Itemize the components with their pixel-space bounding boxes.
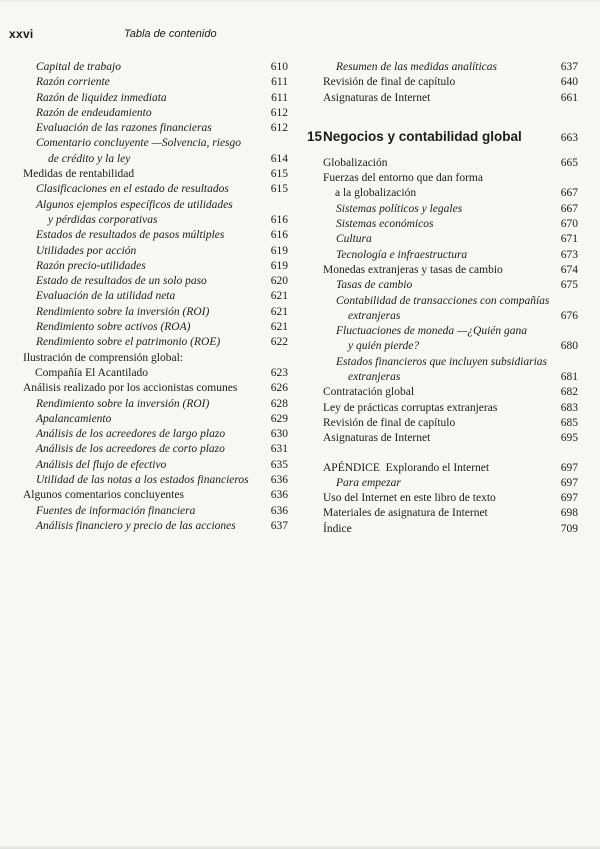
entry-title: Contabilidad de transacciones con compañías: [336, 294, 550, 307]
toc-entry: [23, 504, 288, 519]
entry-title: Apalancamiento: [36, 412, 112, 425]
toc-entry: [323, 491, 578, 506]
entry-title: Clasificaciones en el estado de resultados: [36, 183, 229, 196]
page-number: 674: [560, 263, 578, 276]
toc-entry: [23, 75, 288, 90]
entry-title: Ilustración de comprensión global:: [23, 351, 184, 364]
page-number: 670: [560, 218, 578, 231]
entry-title: y pérdidas corporativas: [48, 213, 158, 226]
entry-title: Estados de resultados de pasos múltiples: [36, 229, 225, 242]
toc-entry: [323, 476, 578, 491]
toc-entry: [323, 156, 578, 171]
page-number: 661: [560, 91, 578, 104]
toc-entry: [23, 167, 288, 182]
page-number: 610: [270, 61, 288, 73]
entry-title: a la globalización: [335, 187, 417, 200]
page-number: 616: [270, 213, 288, 226]
page-number: 619: [270, 259, 288, 272]
page-number: 709: [560, 522, 578, 535]
page-number: 685: [560, 416, 578, 429]
page-number: 631: [270, 443, 288, 456]
toc-entry: [23, 244, 288, 259]
chapter-number: 15: [307, 128, 323, 144]
toc-entry: [23, 91, 288, 106]
toc-entry: [23, 397, 288, 412]
page-number: 629: [270, 412, 288, 425]
page-number: 621: [270, 290, 288, 303]
entry-title: Fuentes de información financiera: [36, 504, 196, 517]
toc-entry: [23, 320, 288, 335]
toc-entry: [307, 128, 578, 147]
entry-title: extranjeras: [348, 371, 401, 384]
page-number: 636: [270, 504, 288, 517]
entry-title: Negocios y contabilidad global: [323, 128, 522, 144]
page-number: 636: [270, 474, 288, 487]
toc-entry: [323, 461, 578, 476]
page-number: 681: [560, 371, 578, 384]
page-number: 612: [270, 122, 288, 135]
toc-entry: [23, 335, 288, 350]
toc-entry: [323, 202, 578, 217]
toc-entry: [23, 274, 288, 289]
entry-title: Globalización: [323, 156, 388, 169]
entry-title: Análisis de los acreedores de largo plazo: [36, 428, 226, 441]
entry-title: Razón de liquidez inmediata: [36, 91, 167, 104]
page-number: 671: [560, 233, 578, 246]
entry-title: Rendimiento sobre activos (ROA): [36, 321, 191, 334]
entry-title: Algunos comentarios concluyentes: [23, 489, 184, 502]
page-number: 628: [270, 397, 288, 410]
page-number: 697: [560, 476, 578, 489]
entry-title: Para empezar: [336, 476, 401, 489]
page-number: 621: [270, 321, 288, 334]
toc-entry: [23, 488, 288, 503]
toc-entry: [323, 431, 578, 446]
entry-title: Monedas extranjeras y tasas de cambio: [323, 263, 503, 276]
toc-column-left: [23, 60, 288, 534]
toc-entry: [23, 259, 288, 274]
entry-title: Estados financieros que incluyen subsidiarias: [336, 355, 548, 368]
entry-title: extranjeras: [348, 309, 401, 322]
toc-entry: [323, 278, 578, 293]
page-number: 698: [560, 507, 578, 520]
entry-title: Asignaturas de Internet: [323, 91, 431, 104]
page-number: 626: [270, 382, 288, 395]
toc-entry: [23, 60, 288, 75]
page-number: 623: [270, 366, 288, 379]
toc-entry: [23, 121, 288, 136]
page-number: 697: [560, 492, 578, 505]
entry-title: de crédito y la ley: [48, 152, 131, 165]
entry-title: Algunos ejemplos específicos de utilidades: [36, 198, 233, 211]
page-number: 682: [560, 386, 578, 399]
entry-title: Análisis financiero y precio de las acciones: [36, 519, 236, 532]
toc-entry: [323, 324, 578, 355]
toc-entry: [23, 412, 288, 427]
toc-entry: [323, 91, 578, 106]
toc-entry: [23, 458, 288, 473]
entry-title: y quién pierde?: [348, 340, 420, 353]
entry-title: Razón corriente: [36, 76, 110, 89]
page-folio: xxvi: [9, 27, 34, 41]
toc-entry: [323, 506, 578, 521]
page-number: 615: [270, 183, 288, 196]
page-number: 667: [560, 202, 578, 215]
running-head: Tabla de contenido: [124, 28, 217, 40]
toc-entry: [323, 248, 578, 263]
page-number: 663: [560, 131, 578, 144]
page-number: 630: [270, 428, 288, 441]
page-number: 615: [270, 168, 288, 181]
page-number: 665: [560, 156, 578, 169]
toc-entry: [23, 136, 288, 167]
toc-entry: [323, 401, 578, 416]
toc-column-right: [307, 60, 578, 537]
toc-entry: [23, 305, 288, 320]
entry-title: Tasas de cambio: [336, 279, 413, 292]
page-number: 667: [560, 187, 578, 200]
page-number: 680: [560, 340, 578, 353]
entry-title: Evaluación de las razones financieras: [36, 122, 212, 135]
toc-entry: [323, 171, 578, 202]
toc-entry: [23, 381, 288, 396]
page-number: 675: [560, 279, 578, 292]
entry-title: Sistemas económicos: [336, 218, 434, 231]
toc-entry: [323, 385, 578, 400]
entry-title: Tecnología e infraestructura: [336, 248, 468, 261]
entry-title: Análisis de los acreedores de corto plazo: [36, 443, 225, 456]
entry-title: Uso del Internet en este libro de texto: [323, 492, 496, 505]
toc-entry: [23, 289, 288, 304]
entry-title: Estado de resultados de un solo paso: [36, 275, 207, 288]
page-number: 611: [271, 76, 288, 89]
page-number: 683: [560, 401, 578, 414]
entry-title: Sistemas políticos y legales: [336, 202, 463, 215]
toc-entry: [323, 60, 578, 75]
toc-entry: [323, 232, 578, 247]
entry-title: Índice: [323, 522, 352, 535]
page-number: 616: [270, 229, 288, 242]
entry-title: Utilidad de las notas a los estados financieros: [36, 474, 249, 487]
entry-title: Contratación global: [323, 386, 415, 399]
entry-title: Cultura: [336, 233, 372, 246]
toc-entry: [323, 416, 578, 431]
entry-title: Revisión de final de capítulo: [323, 416, 456, 429]
entry-title: Rendimiento sobre la inversión (ROI): [36, 305, 210, 318]
entry-title: Compañía El Acantilado: [35, 366, 149, 379]
entry-title: Rendimiento sobre la inversión (ROI): [36, 397, 210, 410]
page-number: 621: [270, 305, 288, 318]
entry-title: APÉNDICE Explorando el Internet: [323, 461, 490, 474]
page-number: 614: [270, 152, 288, 165]
toc-entry: [23, 427, 288, 442]
page-number: 695: [560, 432, 578, 445]
entry-title: Asignaturas de Internet: [323, 432, 431, 445]
entry-title: Resumen de las medidas analíticas: [336, 61, 497, 73]
entry-title: Capital de trabajo: [36, 61, 121, 73]
toc-entry: [323, 355, 578, 386]
toc-entry: [23, 182, 288, 197]
toc-entry: [23, 473, 288, 488]
page-number: 619: [270, 244, 288, 257]
entry-title: Evaluación de la utilidad neta: [36, 290, 176, 303]
page-number: 611: [271, 91, 288, 104]
page-number: 676: [560, 309, 578, 322]
toc-entry: [323, 263, 578, 278]
toc-entry: [323, 294, 578, 325]
page-number: 620: [270, 275, 288, 288]
entry-title: Medidas de rentabilidad: [23, 168, 135, 181]
entry-title: Análisis realizado por los accionistas comunes: [23, 382, 238, 395]
entry-title: Comentario concluyente —Solvencia, riesgo: [36, 137, 242, 150]
page-number: 636: [270, 489, 288, 502]
page-number: 637: [560, 61, 578, 73]
entry-title: Razón precio-utilidades: [36, 259, 146, 272]
toc-entry: [23, 442, 288, 457]
entry-title: Análisis del flujo de efectivo: [36, 458, 167, 471]
page-number: 673: [560, 248, 578, 261]
entry-title: Materiales de asignatura de Internet: [323, 507, 488, 520]
toc-entry: [323, 217, 578, 232]
page-number: 697: [560, 461, 578, 474]
entry-title: Ley de prácticas corruptas extranjeras: [323, 401, 498, 414]
toc-entry: [323, 75, 578, 90]
page-number: 640: [560, 76, 578, 89]
toc-entry: [23, 519, 288, 534]
entry-title: Fluctuaciones de moneda —¿Quién gana: [336, 325, 527, 338]
entry-title: Razón de endeudamiento: [36, 106, 152, 119]
page-number: 622: [270, 336, 288, 349]
entry-title: Rendimiento sobre el patrimonio (ROE): [36, 336, 221, 349]
toc-entry: [23, 228, 288, 243]
page-number: 637: [270, 519, 288, 532]
toc-entry: [23, 198, 288, 229]
toc-entry: [23, 351, 288, 382]
page-number: 612: [270, 106, 288, 119]
entry-title: Revisión de final de capítulo: [323, 76, 456, 89]
page-number: 635: [270, 458, 288, 471]
entry-title: Utilidades por acción: [36, 244, 137, 257]
entry-title: Fuerzas del entorno que dan forma: [323, 172, 483, 185]
toc-entry: [323, 522, 578, 537]
toc-entry: [23, 106, 288, 121]
